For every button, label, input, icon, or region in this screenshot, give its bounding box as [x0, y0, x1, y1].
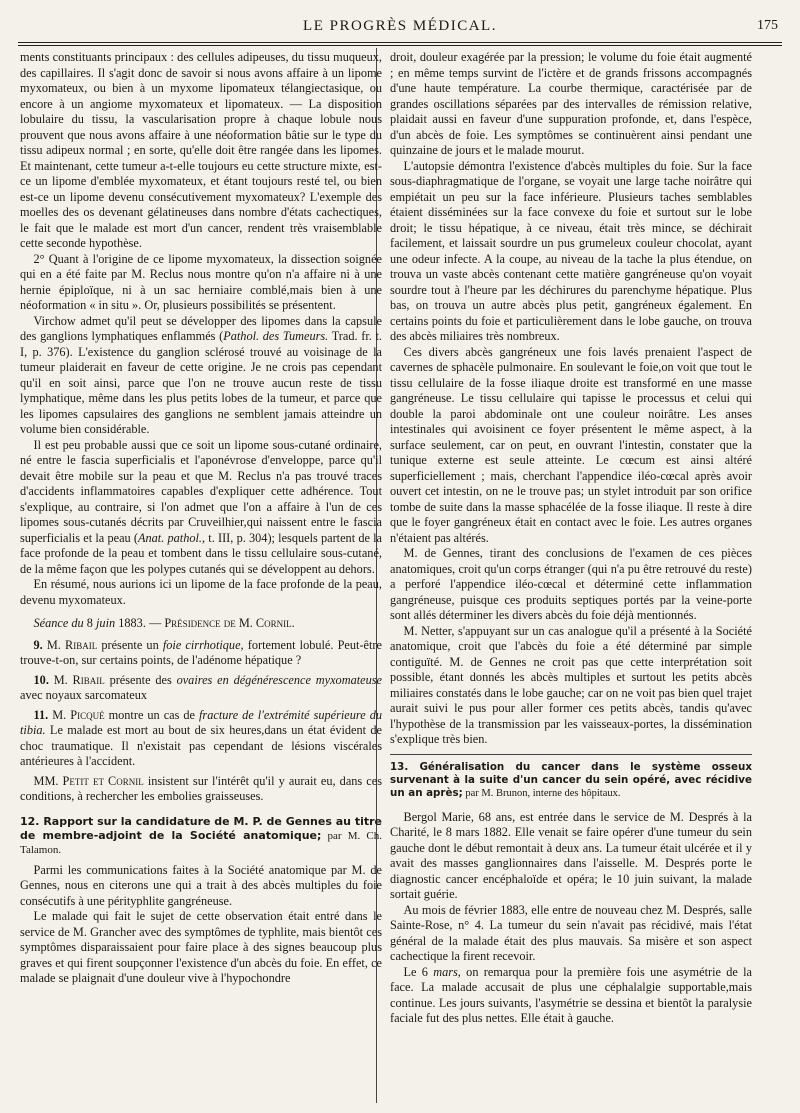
paragraph: 2° Quant à l'origine de ce lipome myxomateux, la dissection soignée qui en a été faite par M. Reclus nous montre qu'on n'a affaire ni à une hernie épiploïque, ni à un sac herniaire comblé,mais bien à une néoformation « in situ ». Or, plusieurs possibilités se présentent. — [20, 251, 382, 312]
paragraph: Il est peu probable aussi que ce soit un lipome sous-cutané ordinaire, né entre le fascia superficialis et l'aponévrose d'enveloppe, parce qu'il devait être mobile sur la peau et que M. Reclus n'a pas trouvé traces d'accidents inflammatoires capables d'expliquer cette adhérence. Tout s'explique, au contraire, si l'on admet que l'on a affaire à l'un de ces lipomes sous-cutanés décrits par Cruveilhier,qui naissent entre le fascia superficialis et la peau (Anat. pathol., t. III, p. 304); lesquels partent de la face profonde de la peau et tombent dans le tissu cellulaire sous-cutané, de la même façon que les polypes cutanés qui se développent au dehors. — [20, 437, 383, 576]
paragraph: ments constituants principaux : des cellules adipeuses, du tissu muqueux, des capillaires. Il s'agit donc de savoir si nous avons affaire à un lipome myxomateux, ou bien à un myxome lipomateux télangiectasique, ou encore à un angiome myxomateux et lipomateux. — La disposition lobulaire du tissu, la vascularisation propre à chaque lobule nous prouvent que nous avons affaire à une néoformation bâtie sur le type du tissu adipeux normal ; en sorte, qu'elle doit être rangée dans les lipomes. Et maintenant, cette tumeur a-t-elle toujours eu cette structure mixte, est-ce un lipome d'emblée myxomateux, et étant toujours resté tel, ou bien est-ce un lipome devenu consécutivement myxomateux? L'exemple des moelles des os devenant gélatineuses dans nombre d'états cachectiques, le fait que le malade est mort d'un cancer, rendent très vraisemblable cette seconde hypothèse. — [20, 50, 382, 250]
header-rule-top — [18, 42, 782, 43]
section-heading-12: 12. Rapport sur la candidature de M. P. de Gennes au titre de membre-adjoint de la Société anatomique; par M. Ch. Talamon. — [20, 814, 382, 856]
section-separator — [390, 754, 752, 755]
paragraph: Le 6 mars, on remarqua pour la première fois une asymétrie de la face. La malade accusait de plus une céphalalgie supportable,mais continue. Les jours suivants, l'asymétrie se dessina et bientôt la paralysie faciale fut des plus nettes. Elle était à gauche. — [390, 964, 752, 1025]
journal-title: LE PROGRÈS MÉDICAL. — [303, 18, 497, 34]
paragraph: Le malade qui fait le sujet de cette observation était entré dans le service de M. Grancher avec des symptômes de typhlite, mais bientôt ces symptômes disparaissaient pour faire place à des signes beaucoup plus graves et qui firent soupçonner l'existence d'un abcès du foie. En effet, ce malade se plaignait d'une douleur vive à l'hypochondre — [20, 909, 382, 985]
communication-item: 11. M. Picqué montre un cas de fracture de l'extrémité supérieure du tibia. Le malade est mort au bout de six heures,dans un état évident de choc traumatique. Il n'existait pas cependant de lésions viscérales antérieures à l'accident. — [20, 707, 382, 768]
right-column — [390, 50, 752, 1027]
session-heading: Séance du 8 juin 1883. — Présidence de M. Cornil. — [33, 616, 295, 630]
section-heading-13: 13. Généralisation du cancer dans le système osseux survenant à la suite d'un cancer du sein opéré, avec récidive un an après; par M. Brunon, interne des hôpitaux. — [390, 760, 752, 799]
paragraph: droit, douleur exagérée par la pression; le volume du foie était augmenté ; en même temps survint de l'ictère et de grands frissons accompagnés d'une haute température. La courbe thermique, caractérisée par de grandes oscillations séparées par des intervalles de rémission relative, plaidait aussi en faveur d'une suppuration profonde, et, dans l'espèce, d'un abcès de foie. Les symptômes se continuèrent ainsi pendant une quinzaine de jours et le malade mourut. — [390, 50, 752, 157]
page-number: 175 — [757, 18, 778, 33]
citation: Anat. pathol. — [138, 530, 203, 545]
communication-item: 10. M. Ribail présente des ovaires en dégénérescence myxomateuse avec noyaux sarcomateux — [20, 672, 382, 702]
paragraph: M. de Gennes, tirant des conclusions de l'examen de ces pièces anatomiques, croit qu'un corps étranger (qui n'a pu être retrouvé du reste) a perforé l'appendice iléo-cœcal et déterminé cette inflammation gangréneuse, puisque ces produits septiques portés par la veine-porte sont allés déterminer les divers abcès du foie déjà mentionnés. — [390, 546, 752, 622]
paragraph: M. Netter, s'appuyant sur un cas analogue qu'il a présenté à la Société anatomique, croit que l'abcès du foie a été déterminé par simple contiguïté. M. de Gennes ne croit pas que cette interprétation soit possible, étant donnés les abcès multiples et surtout les petits abcès miliaires constatés dans le lobe gauche; car on ne voit pas bien quel trajet aurait suivi le pus pour aller former ces petits abcès, tandis qu'avec l'hypothèse de la transmission par les vaisseaux-portes, la dissémination s'explique très bien. — [390, 623, 752, 746]
citation: Pathol. des Tumeurs. — [223, 329, 329, 343]
paragraph: Au mois de février 1883, elle entre de nouveau chez M. Després, salle Sainte-Rose, n° 4. La tumeur du sein n'avait pas récidivé, mais l'état général de la malade était des plus mauvais. Sa misère et son aspect cachectique la firent recevoir. — [390, 902, 752, 963]
communication-item: 9. M. Ribail présente un foie cirrhotique, fortement lobulé. Peut-être trouve-t-on, sur certains points, de l'adénome hépatique ? — [20, 637, 382, 667]
left-column — [20, 50, 382, 987]
page-header — [18, 18, 782, 42]
header-rule-bottom — [18, 45, 782, 46]
paragraph: Ces divers abcès gangréneux une fois lavés prenaient l'aspect de cavernes de sphacèle pulmonaire. En soulevant le foie,on voit que tout le tissu cellulaire de la fosse iliaque droite est transformé en une masse gangréneuse. Le tissu cellulaire qui tapisse le processus et celui qui double la paroi abdominale ont une couleur noirâtre. Les anses intestinales qui avoisinent ce foyer présentent le même aspect, à la surface seulement, car on peut, en ouvrant l'intestin, constater que la tunique externe est seule atteinte. Le cœcum est ainsi altéré superficiellement ; mais, cherchant l'appendice iléo-cœcal après avoir ouvert cet intestin, on ne le trouve pas; un stylet introduit par son orifice tombe de suite dans la masse sphacélée de la fosse iliaque. Il reste à dire que le foyer gangréneux était en contact avec le foie. Les autres organes n'étaient pas altérés. — [390, 344, 752, 545]
paragraph: L'autopsie démontra l'existence d'abcès multiples du foie. Sur la face sous-diaphragmatique de l'organe, se voyait une large tache noirâtre qui empiétait un peu sur la face inférieure. Plusieurs taches semblables étaient disséminées sur la face convexe du foie et surtout sur le lobe droit; le tissu hépatique, à ce niveau, était très mince, se déchirait facilement, et laissait sourdre un pus grumeleux couleur chocolat, ayant une odeur infecte. A la coupe, au niveau de la tache la plus étendue, on trouva un vaste abcès contenant cette matière gangréneuse qu'on voyait sourdre tout à l'heure par les déchirures du parenchyme hépatique. Plus bas, on trouva un autre abcès plus petit, gangréneux également. En certains points du foie et particulièrement dans le lobe gauche, on trouva des abcès miliaires très nombreux. — [390, 158, 752, 343]
paragraph: MM. Petit et Cornil insistent sur l'intérêt qu'il y aurait eu, dans ces conditions, à rechercher les embolies graisseuses. — [20, 773, 382, 803]
paragraph: Parmi les communications faites à la Société anatomique par M. de Gennes, nous en citerons une qui a trait à des abcès multiples du foie consécutifs à une pérityphlite gangréneuse. — [20, 862, 382, 908]
paragraph: Virchow admet qu'il peut se développer des lipomes dans la capsule des ganglions lymphatiques enflammés (Pathol. des Tumeurs. Trad. fr. t. I, p. 376). L'existence du ganglion sclérosé trouvé au voisinage de la tumeur plaiderait en faveur de cette origine. Je ne crois pas cependant qu'il en soit ainsi, parce que l'on ne trouve aucun reste de tissu lymphatique, même dans les plus petits lobes de la tumeur, et parce que les lipomes capsulaires des ganglions ne semblent jamais atteindre un volume bien considérable. — [20, 313, 382, 436]
paragraph: Bergol Marie, 68 ans, est entrée dans le service de M. Després à la Charité, le 8 mars 1882. Elle venait se faire opérer d'une tumeur du sein gauche dont le début remontait à deux ans. La tumeur était ulcérée et il y avait des masses ganglionnaires dans l'aisselle. M. Després porte le diagnostic cancer encéphaloïde et opéra; le 10 juin suivant, la malade sortait guérie. — [390, 809, 752, 901]
paragraph: En résumé, nous aurions ici un lipome de la face profonde de la peau, devenu myxomateux. — [20, 577, 382, 607]
